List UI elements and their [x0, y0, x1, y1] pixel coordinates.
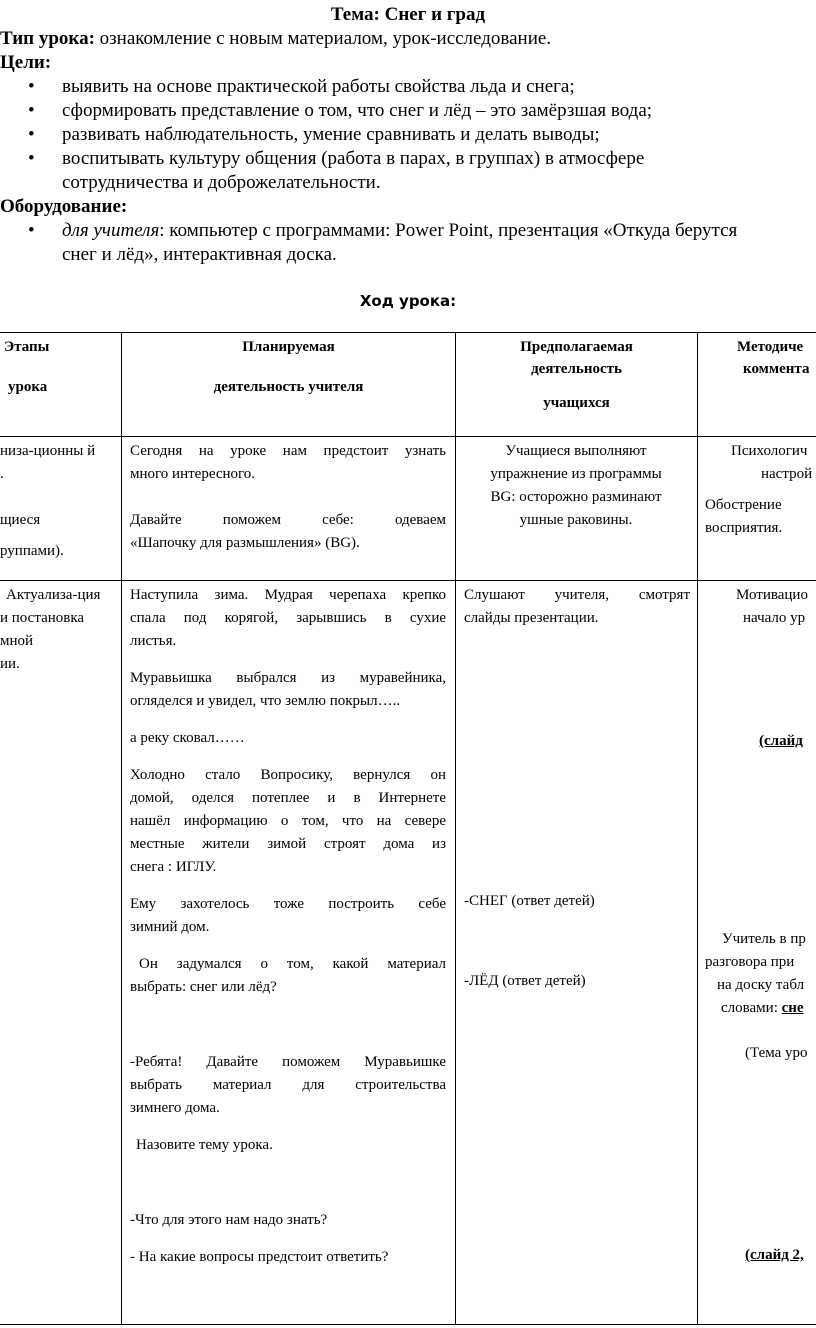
goal-item: • воспитывать культуру общения (работа в парах, в группах) в атмосфере: [28, 148, 645, 169]
goal-item: • развивать наблюдательность, умение сравнивать и делать выводы;: [28, 124, 600, 145]
bullet-icon: •: [28, 124, 35, 145]
page-title: Тема: Снег и град: [330, 4, 486, 25]
lesson-type-label: Тип урока:: [0, 28, 95, 49]
bullet-icon: •: [28, 148, 35, 169]
bullet-icon: •: [28, 100, 35, 121]
row1-teacher: Сегодня на уроке нам предстоит узнать много интересного. Давайте поможем себе: одеваем «Шапочку для размышления» (BG).: [130, 443, 446, 551]
equipment-item-continuation: снег и лёд», интерактивная доска.: [62, 244, 337, 265]
row1-stage: низа-ционны й . щиеся руппами).: [0, 443, 96, 559]
lesson-type-line: [0, 28, 551, 50]
goal-item: • выявить на основе практической работы свойства льда и снега;: [28, 76, 575, 97]
equipment-label: Оборудование:: [0, 196, 128, 217]
table-border: [455, 332, 456, 1325]
header-stages: Этапы: [4, 339, 50, 355]
row2-answer-snow: -СНЕГ (ответ детей): [464, 893, 595, 909]
table-border: [0, 1324, 816, 1325]
header-teacher: Планируемая: [242, 339, 335, 355]
goal-item: • сформировать представление о том, что снег и лёд – это замёрзшая вода;: [28, 100, 653, 121]
slide-reference: (слайд: [759, 733, 803, 749]
equipment-item: • для учителя: компьютер с программами: Power Point, презентация «Откуда берутся: [28, 220, 738, 241]
course-title: Ход урока:: [359, 292, 457, 310]
table-border: [0, 580, 816, 581]
row2-comments: Мотивацио начало ур: [736, 587, 808, 626]
table-border: [0, 436, 816, 437]
bullet-icon: •: [28, 220, 35, 241]
row2-answer-ice: -ЛЁД (ответ детей): [464, 973, 586, 989]
slide-reference: (слайд 2,: [745, 1247, 804, 1263]
row2-teacher: Наступила зима. Мудрая черепаха крепко спала под корягой, зарывшись в сухие листья. Муравьишка выбрался из муравейника, огляделся и увидел, что землю покрыл….. а реку сковал…… Холодно стало Вопросику, вернулся он домой, оделся потеплее и в Интернете нашёл информацию о том, что на севере местные жители зимой строят дома из снега : ИГЛУ. Ему захотелось тоже построить себе зимний дом. Он задумался о том, какой материал выбрать: снег или лёд? -Ребята! Давайте поможем Муравьишке выбрать материал для строительства зимнего дома. Назовите тему урока. -Что для этого нам надо знать? - На какие вопросы предстоит ответить?: [130, 587, 446, 1265]
table-border: [121, 332, 122, 1325]
header-comments: Методиче коммента: [737, 339, 810, 377]
goal-item-continuation: сотрудничества и доброжелательности.: [62, 172, 381, 193]
row2-students: Слушают учителя, смотрят слайды презентации.: [464, 587, 690, 626]
lesson-type-value: ознакомление с новым материалом, урок-исследование.: [94, 28, 552, 49]
row2-comments-teacher: Учитель в пр разговора при на доску табл словами: сне: [705, 931, 806, 1016]
bullet-icon: •: [28, 76, 35, 97]
equipment-for: для учителя: [62, 220, 160, 241]
row1-comments: Психологич настрой Обострение восприятия.: [705, 443, 813, 536]
header-students: Предполагаемая деятельность учащихся: [520, 339, 633, 411]
row2-stage: Актуализа-ция и постановка мной ии.: [0, 587, 101, 672]
table-border: [697, 332, 698, 1325]
goals-label: Цели:: [0, 52, 52, 73]
table-border: [0, 332, 816, 333]
row1-students: Учащиеся выполняют упражнение из программы BG: осторожно разминают ушные раковины.: [490, 443, 662, 528]
lesson-topic-note: (Тема уро: [745, 1045, 808, 1061]
